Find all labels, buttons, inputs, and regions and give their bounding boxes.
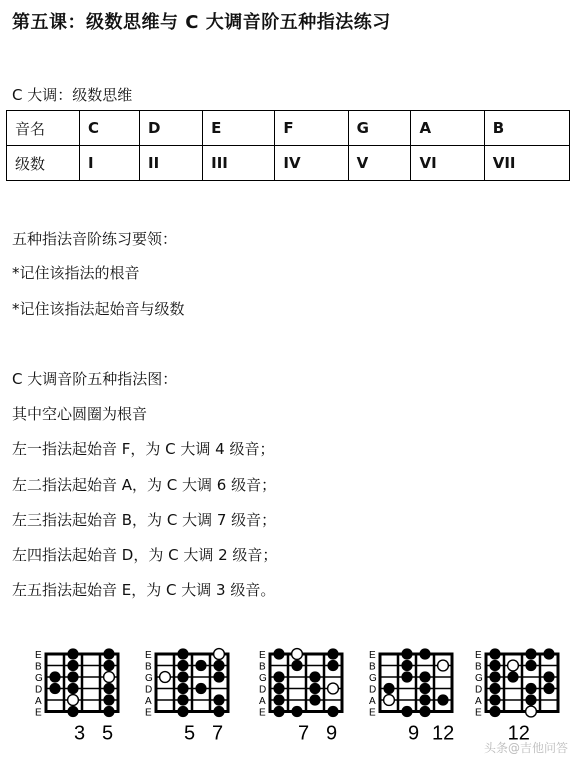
note-dot	[489, 648, 500, 659]
note-dot	[213, 660, 224, 671]
note-dot	[273, 706, 284, 717]
fretboard-diagram	[144, 646, 228, 758]
fret-number: 12	[432, 722, 455, 745]
table-cell: III	[203, 146, 275, 181]
table-cell: II	[140, 146, 203, 181]
string-label: D	[35, 684, 43, 696]
note-dot	[437, 694, 448, 705]
fret-number: 7	[298, 722, 310, 745]
note-dot	[291, 660, 302, 671]
table-cell: VI	[411, 146, 484, 181]
note-dot	[489, 694, 500, 705]
note-dot	[309, 694, 320, 705]
table-cell: I	[80, 146, 140, 181]
section-heading-degree: C 大调：级数思维	[12, 86, 133, 104]
string-label: G	[145, 673, 153, 684]
note-dot	[67, 706, 78, 717]
fret-number: 5	[102, 722, 114, 745]
note-dot	[103, 694, 114, 705]
note-dot	[525, 648, 536, 659]
note-dot	[273, 683, 284, 694]
root-note-dot	[292, 649, 303, 660]
string-label: B	[35, 661, 42, 673]
string-label: D	[259, 684, 267, 696]
table-row	[7, 111, 570, 146]
fret-number: 3	[74, 722, 86, 745]
table-cell: IV	[275, 146, 348, 181]
note-dot	[419, 671, 430, 682]
string-label: E	[475, 707, 482, 719]
string-label: E	[475, 650, 482, 661]
note-dot	[103, 683, 114, 694]
root-note-dot	[104, 672, 115, 683]
note-dot	[49, 683, 60, 694]
table-cell: B	[484, 111, 569, 146]
note-dot	[309, 683, 320, 694]
note-dot	[401, 660, 412, 671]
note-dot	[213, 694, 224, 705]
fingering-line: 左一指法起始音 F，为 C 大调 4 级音；	[12, 440, 275, 458]
note-dot	[177, 706, 188, 717]
tip-item: *记住该指法起始音与级数	[12, 300, 185, 318]
string-label: E	[259, 650, 266, 661]
note-dot	[327, 706, 338, 717]
note-dot	[401, 671, 412, 682]
watermark: 头条@吉他问答	[483, 741, 568, 755]
string-label: B	[259, 661, 266, 673]
note-dot	[103, 648, 114, 659]
root-note-dot	[68, 695, 79, 706]
root-note-explanation: 其中空心圆圈为根音	[12, 405, 148, 423]
note-dot	[489, 706, 500, 717]
string-label: E	[369, 707, 376, 719]
string-label: E	[369, 650, 376, 661]
fingering-heading: C 大调音阶五种指法图：	[12, 370, 178, 388]
note-dot	[177, 648, 188, 659]
note-dot	[327, 648, 338, 659]
string-label: E	[145, 650, 152, 661]
note-dot	[273, 671, 284, 682]
string-label: A	[369, 696, 376, 707]
string-label: E	[259, 707, 266, 719]
note-dot	[419, 683, 430, 694]
table-cell: G	[348, 111, 411, 146]
table-cell: A	[411, 111, 484, 146]
fretboard-svg	[144, 646, 228, 758]
note-dot	[291, 706, 302, 717]
string-label: A	[145, 696, 152, 707]
string-label: E	[35, 650, 42, 661]
note-dot	[213, 671, 224, 682]
root-note-dot	[214, 649, 225, 660]
table-cell: E	[203, 111, 275, 146]
tip-item: *记住该指法的根音	[12, 264, 140, 282]
note-dot	[195, 683, 206, 694]
table-row	[7, 146, 570, 181]
fretboard-diagram	[368, 646, 455, 758]
fret-number: 7	[212, 722, 224, 745]
fretboard-svg	[34, 646, 118, 758]
string-label: A	[259, 696, 266, 707]
note-dot	[67, 671, 78, 682]
note-dot	[177, 671, 188, 682]
table-cell: V	[348, 146, 411, 181]
string-label: G	[35, 673, 43, 684]
note-dot	[507, 671, 518, 682]
note-dot	[525, 660, 536, 671]
string-label: D	[475, 684, 483, 696]
note-dot	[67, 648, 78, 659]
string-label: B	[475, 661, 482, 673]
note-dot	[195, 660, 206, 671]
note-dot	[177, 694, 188, 705]
string-label: G	[259, 673, 267, 684]
fret-number: 12	[507, 722, 530, 745]
note-dot	[103, 706, 114, 717]
string-label: D	[369, 684, 377, 696]
fret-number: 9	[408, 722, 420, 745]
note-dot	[525, 694, 536, 705]
root-note-dot	[328, 683, 339, 694]
note-dot	[419, 706, 430, 717]
note-dot	[525, 683, 536, 694]
root-note-dot	[160, 672, 171, 683]
note-dot	[177, 683, 188, 694]
root-note-dot	[384, 695, 395, 706]
note-dot	[213, 706, 224, 717]
table-cell: VII	[484, 146, 569, 181]
row-header: 级数	[7, 146, 80, 181]
root-note-dot	[438, 660, 449, 671]
note-dot	[383, 683, 394, 694]
fingering-line: 左三指法起始音 B，为 C 大调 7 级音；	[12, 511, 277, 529]
note-dot	[273, 648, 284, 659]
tips-heading: 五种指法音阶练习要领：	[12, 230, 178, 248]
note-dot	[543, 683, 554, 694]
table-cell: F	[275, 111, 348, 146]
note-dot	[177, 660, 188, 671]
string-label: B	[369, 661, 376, 673]
note-dot	[401, 648, 412, 659]
note-dot	[419, 694, 430, 705]
fretboard-diagram	[258, 646, 342, 758]
table-cell: C	[80, 111, 140, 146]
fret-number: 9	[326, 722, 338, 745]
fret-number: 5	[184, 722, 196, 745]
note-dot	[543, 671, 554, 682]
degree-table	[6, 110, 570, 181]
row-header: 音名	[7, 111, 80, 146]
fingering-line: 左五指法起始音 E，为 C 大调 3 级音。	[12, 581, 276, 599]
note-dot	[489, 683, 500, 694]
string-label: D	[145, 684, 153, 696]
string-label: E	[35, 707, 42, 719]
string-label: B	[145, 661, 152, 673]
note-dot	[489, 660, 500, 671]
page-title: 第五课：级数思维与 C 大调音阶五种指法练习	[12, 12, 391, 33]
fingering-line: 左二指法起始音 A，为 C 大调 6 级音；	[12, 476, 277, 494]
string-label: A	[35, 696, 42, 707]
fretboard-diagram	[34, 646, 118, 758]
string-label: G	[369, 673, 377, 684]
fingering-line: 左四指法起始音 D，为 C 大调 2 级音；	[12, 546, 278, 564]
note-dot	[401, 706, 412, 717]
root-note-dot	[508, 660, 519, 671]
note-dot	[419, 648, 430, 659]
table-cell: D	[140, 111, 203, 146]
note-dot	[67, 660, 78, 671]
fretboard-svg	[258, 646, 342, 758]
note-dot	[103, 660, 114, 671]
fretboard-svg	[368, 646, 455, 758]
string-label: G	[475, 673, 483, 684]
note-dot	[543, 648, 554, 659]
string-label: E	[145, 707, 152, 719]
note-dot	[49, 671, 60, 682]
note-dot	[309, 671, 320, 682]
note-dot	[273, 694, 284, 705]
root-note-dot	[526, 706, 537, 717]
note-dot	[67, 683, 78, 694]
note-dot	[327, 660, 338, 671]
string-label: A	[475, 696, 482, 707]
note-dot	[489, 671, 500, 682]
